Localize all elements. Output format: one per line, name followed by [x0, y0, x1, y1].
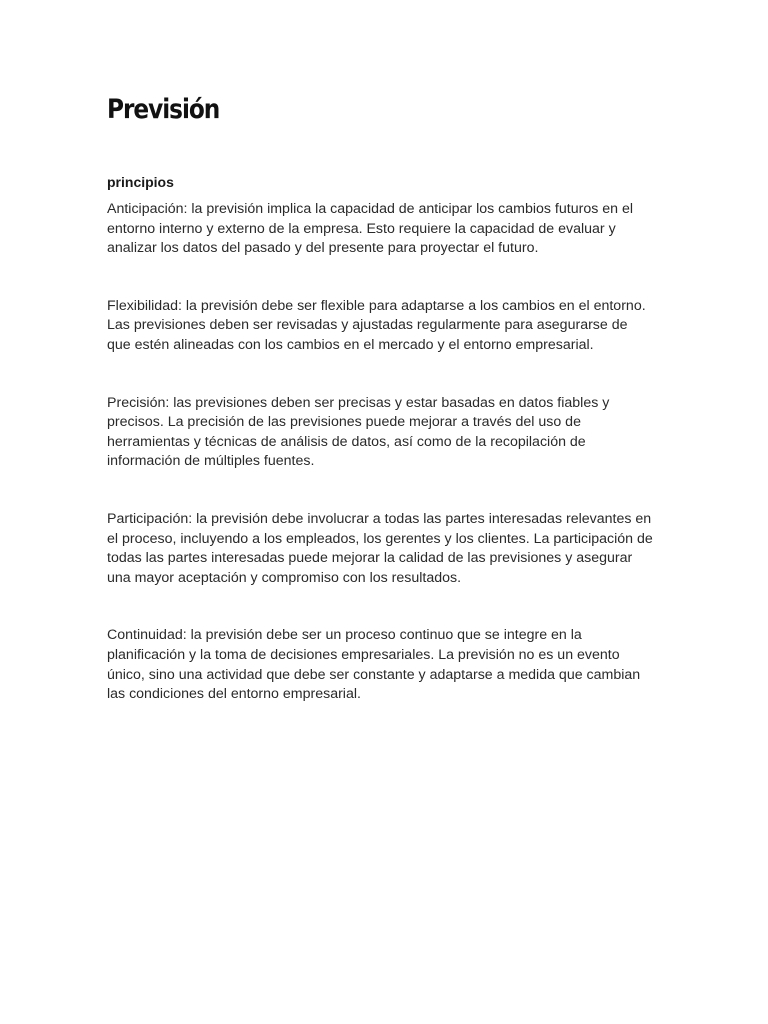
paragraph-flexibilidad: Flexibilidad: la previsión debe ser flexible para adaptarse a los cambios en el entorno. Las previsiones deben ser revisadas y ajustadas regularmente para asegurarse de que estén alineadas con los cambios en el mercado y el entorno empresarial. [107, 297, 646, 353]
paragraph-anticipacion: Anticipación: la previsión implica la capacidad de anticipar los cambios futuros en el entorno interno y externo de la empresa. Esto requiere la capacidad de evaluar y analizar los datos del pasado y del presente para proyectar el futuro. [107, 201, 634, 257]
document-title: Previsión [107, 94, 220, 125]
paragraph-continuidad: Continuidad: la previsión debe ser un proceso continuo que se integre en la planificación y la toma de decisiones empresariales. La previsión no es un evento único, sino una actividad que debe ser constante y adaptarse a medida que cambian las condiciones del entorno empresarial. [107, 627, 641, 703]
document-body [107, 92, 655, 705]
paragraph-precision: Precisión: las previsiones deben ser precisas y estar basadas en datos fiables y precisos. La precisión de las previsiones puede mejorar a través del uso de herramientas y técnicas de análisis de datos, así como de la recopilación de información de múltiples fuentes. [107, 394, 610, 470]
section-heading: principios [107, 174, 174, 190]
paragraph-participacion: Participación: la previsión debe involucrar a todas las partes interesadas relevantes en el proceso, incluyendo a los empleados, los gerentes y los clientes. La participación de todas las partes interesadas puede mejorar la calidad de las previsiones y asegurar una mayor aceptación y compromiso con los resultados. [107, 510, 653, 586]
